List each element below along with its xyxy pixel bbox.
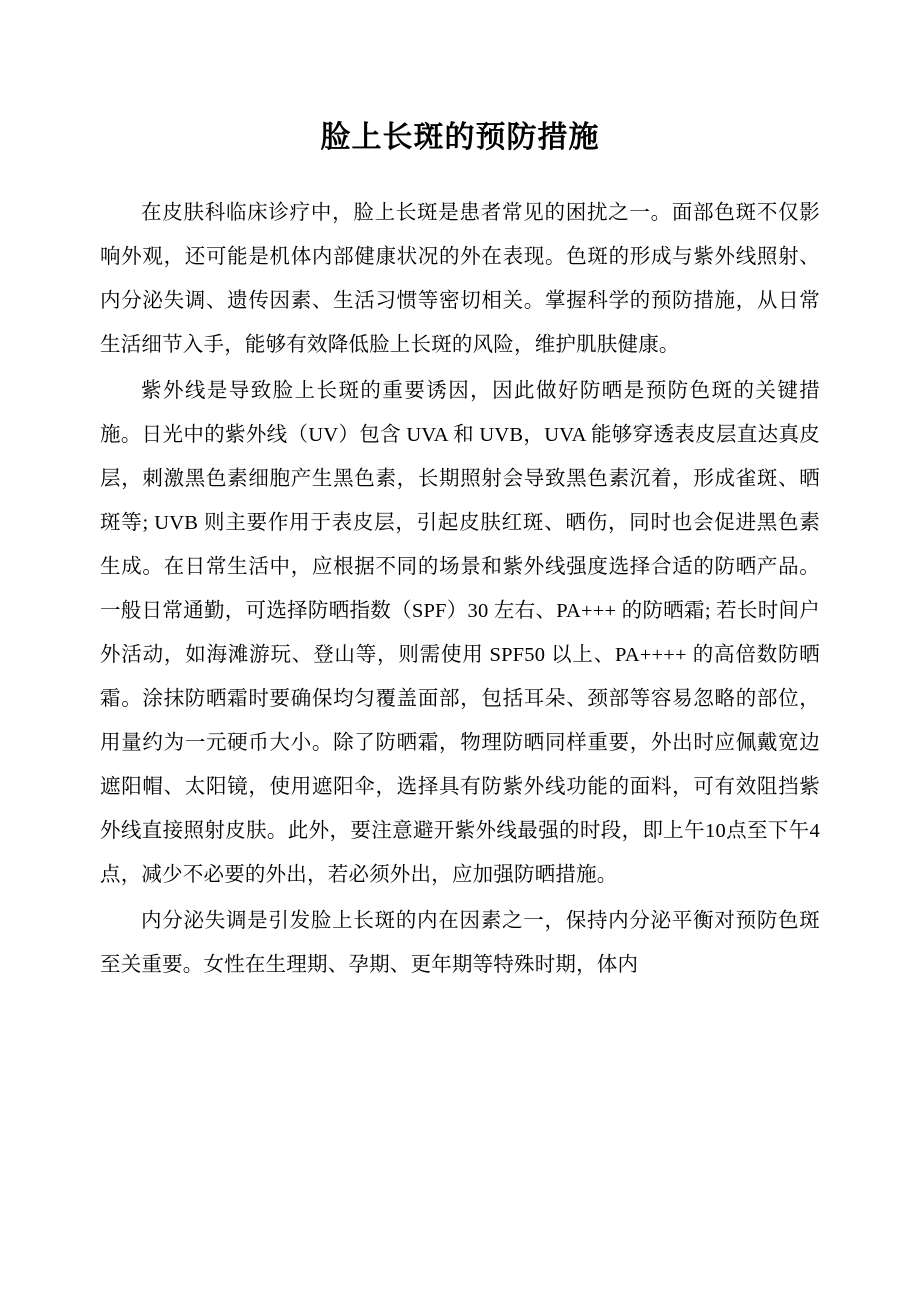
page-title: 脸上长斑的预防措施	[320, 120, 600, 155]
document-body	[100, 0, 820, 987]
paragraph: 紫外线是导致脸上长斑的重要诱因，因此做好防晒是预防色斑的关键措施。日光中的紫外线（UV）包含 UVA 和 UVB，UVA 能够穿透表皮层直达真皮层，刺激黑色素细胞产生黑色素，长期照射会导致黑色素沉着，形成雀斑、晒斑等; UVB 则主要作用于表皮层，引起皮肤红斑、晒伤，同时也会促进黑色素生成。在日常生活中，应根据不同的场景和紫外线强度选择合适的防晒产品。一般日常通勤，可选择防晒指数（SPF）30 左右、PA+++ 的防晒霜; 若长时间户外活动，如海滩游玩、登山等，则需使用 SPF50 以上、PA++++ 的高倍数防晒霜。涂抹防晒霜时要确保均匀覆盖面部，包括耳朵、颈部等容易忽略的部位，用量约为一元硬币大小。除了防晒霜，物理防晒同样重要，外出时应佩戴宽边遮阳帽、太阳镜，使用遮阳伞，选择具有防紫外线功能的面料，可有效阻挡紫外线直接照射皮肤。此外，要注意避开紫外线最强的时段，即上午10点至下午4点，减少不必要的外出，若必须外出，应加强防晒措施。	[100, 380, 820, 886]
paragraph: 内分泌失调是引发脸上长斑的内在因素之一，保持内分泌平衡对预防色斑至关重要。女性在生理期、孕期、更年期等特殊时期，体内	[100, 910, 820, 976]
paragraph: 在皮肤科临床诊疗中，脸上长斑是患者常见的困扰之一。面部色斑不仅影响外观，还可能是机体内部健康状况的外在表现。色斑的形成与紫外线照射、内分泌失调、遗传因素、生活习惯等密切相关。掌握科学的预防措施，从日常生活细节入手，能够有效降低脸上长斑的风险，维护肌肤健康。	[100, 202, 820, 356]
